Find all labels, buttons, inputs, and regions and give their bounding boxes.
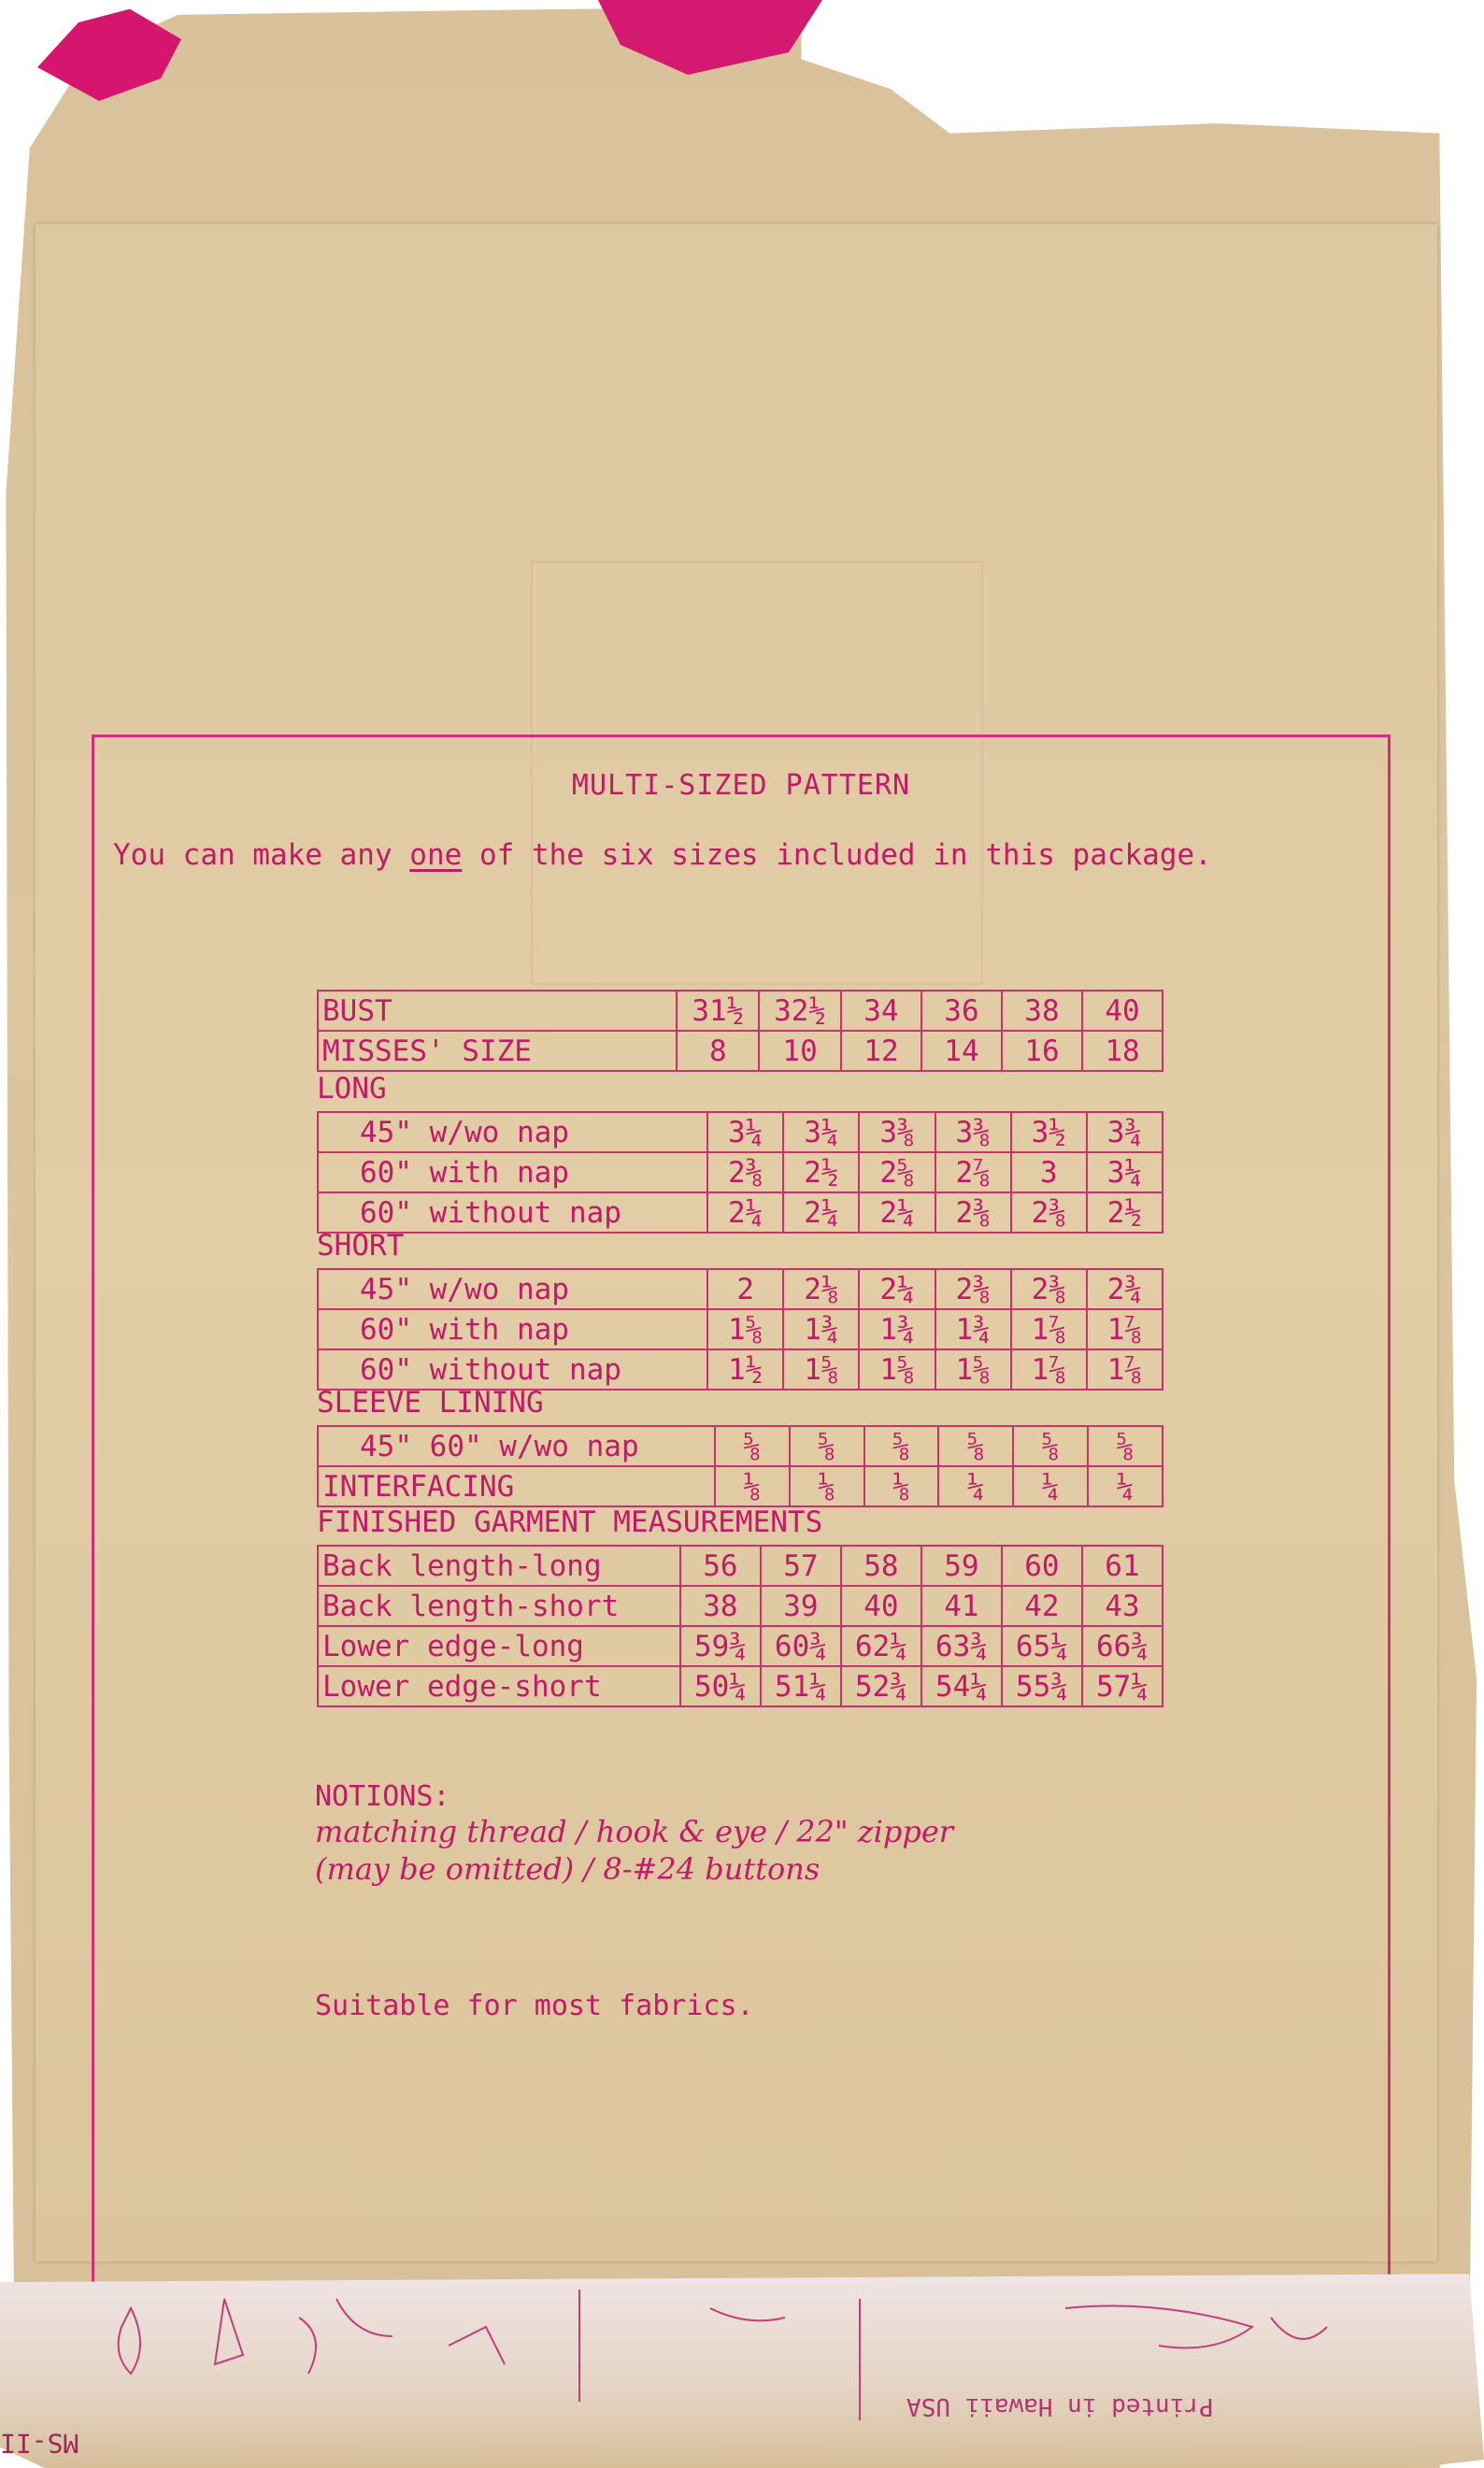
table-cell: 40 (841, 1586, 921, 1626)
table-cell: 63¾ (921, 1626, 1002, 1666)
table-cell: 12 (841, 1031, 921, 1071)
table-row (318, 1309, 1163, 1349)
table-cell: 2¼ (859, 1192, 935, 1233)
table-cell: 1¾ (783, 1309, 859, 1349)
notions-line-2: (may be omitted) / 8-#24 buttons (315, 1851, 820, 1887)
row-label: 60" without nap (318, 1349, 707, 1390)
table-cell: 62¼ (841, 1626, 921, 1666)
subtitle-after: of the six sizes included in this package. (478, 838, 1212, 872)
table-cell: 3½ (1011, 1112, 1087, 1152)
row-label: Lower edge-long (318, 1626, 680, 1666)
row-label: INTERFACING (318, 1466, 715, 1506)
table-cell: 14 (921, 1031, 1002, 1071)
pattern-title: MULTI-SIZED PATTERN (571, 769, 911, 802)
yardage-frame (92, 735, 1391, 2314)
finished-table (317, 1545, 1163, 1707)
table-cell: ⅝ (790, 1426, 864, 1466)
short-label: SHORT (317, 1229, 405, 1263)
table-cell: 60 (1002, 1546, 1082, 1586)
table-cell: 3⅜ (859, 1112, 935, 1152)
table-cell: 56 (680, 1546, 761, 1586)
table-cell: 66¾ (1082, 1626, 1163, 1666)
table-cell: 3¼ (707, 1112, 783, 1152)
printed-in-text: Printed in Hawaii USA (906, 2392, 1214, 2420)
table-cell: 16 (1002, 1031, 1082, 1071)
row-label: 45" w/wo nap (318, 1112, 707, 1152)
table-cell: 57 (761, 1546, 841, 1586)
table-cell: 2⅝ (859, 1152, 935, 1192)
row-label: 60" with nap (318, 1309, 707, 1349)
table-cell: 34 (841, 991, 921, 1031)
table-cell: 60¾ (761, 1626, 841, 1666)
table-row (318, 991, 1163, 1031)
table-cell: 38 (680, 1586, 761, 1626)
row-label: 60" with nap (318, 1152, 707, 1192)
table-cell: 42 (1002, 1586, 1082, 1626)
table-cell: ¼ (938, 1466, 1013, 1506)
table-cell: 2½ (783, 1152, 859, 1192)
table-cell: 43 (1082, 1586, 1163, 1626)
table-cell: ⅝ (864, 1426, 939, 1466)
finished-label: FINISHED GARMENT MEASUREMENTS (317, 1505, 823, 1539)
row-label: BUST (318, 991, 677, 1031)
table-cell: 1⅞ (1011, 1349, 1087, 1390)
table-cell: 1⅝ (707, 1309, 783, 1349)
table-cell: 1¾ (859, 1309, 935, 1349)
table-cell: 65¼ (1002, 1626, 1082, 1666)
row-label: Back length-long (318, 1546, 680, 1586)
table-cell: 3¾ (1087, 1112, 1163, 1152)
table-cell: 50¼ (680, 1666, 761, 1706)
table-cell: ¼ (1088, 1466, 1163, 1506)
table-cell: 1¾ (935, 1309, 1011, 1349)
garment-sketches (56, 2280, 1439, 2430)
table-cell: 40 (1082, 991, 1163, 1031)
table-cell: 52¾ (841, 1666, 921, 1706)
row-label: Back length-short (318, 1586, 680, 1626)
pattern-code: MS-II (0, 2428, 79, 2459)
table-cell: 3¼ (1087, 1152, 1163, 1192)
table-row (318, 1466, 1163, 1506)
table-row (318, 1626, 1163, 1666)
table-cell: 1⅞ (1087, 1349, 1163, 1390)
table-cell: 31½ (677, 991, 759, 1031)
table-cell: 2⅛ (783, 1269, 859, 1309)
table-cell: ⅝ (715, 1426, 790, 1466)
table-cell: 1⅞ (1011, 1309, 1087, 1349)
table-cell: 38 (1002, 991, 1082, 1031)
subtitle-before: You can make any (113, 838, 392, 872)
table-row (318, 1666, 1163, 1706)
table-row (318, 1031, 1163, 1071)
table-row (318, 1112, 1163, 1152)
table-cell: ⅝ (938, 1426, 1013, 1466)
table-cell: 2½ (1087, 1192, 1163, 1233)
table-cell: 1⅞ (1087, 1309, 1163, 1349)
row-label: MISSES' SIZE (318, 1031, 677, 1071)
sleeve-lining-table (317, 1425, 1163, 1507)
table-cell: 32½ (759, 991, 841, 1031)
table-cell: 10 (759, 1031, 841, 1071)
fabric-suitability: Suitable for most fabrics. (315, 1990, 754, 2022)
table-cell: ⅛ (790, 1466, 864, 1506)
long-table (317, 1111, 1163, 1234)
table-cell: 1⅝ (859, 1349, 935, 1390)
table-cell: 3 (1011, 1152, 1087, 1192)
row-label: 45" w/wo nap (318, 1269, 707, 1309)
table-row (318, 1152, 1163, 1192)
table-cell: 57¼ (1082, 1666, 1163, 1706)
table-cell: 1½ (707, 1349, 783, 1390)
table-cell: 59 (921, 1546, 1002, 1586)
table-cell: 2¼ (707, 1192, 783, 1233)
table-cell: 2¼ (859, 1269, 935, 1309)
table-cell: 1⅝ (783, 1349, 859, 1390)
row-label: 60" without nap (318, 1192, 707, 1233)
table-cell: 2¼ (783, 1192, 859, 1233)
table-cell: 51¼ (761, 1666, 841, 1706)
table-cell: 2⅜ (1011, 1192, 1087, 1233)
table-cell: 2¾ (1087, 1269, 1163, 1309)
notions-block (315, 1780, 953, 1888)
table-row (318, 1586, 1163, 1626)
short-table (317, 1268, 1163, 1391)
table-cell: 8 (677, 1031, 759, 1071)
table-cell: 2⅜ (1011, 1269, 1087, 1309)
table-cell: 58 (841, 1546, 921, 1586)
table-cell: ⅝ (1088, 1426, 1163, 1466)
table-cell: 18 (1082, 1031, 1163, 1071)
table-cell: 61 (1082, 1546, 1163, 1586)
table-cell: ⅝ (1013, 1426, 1088, 1466)
table-row (318, 1192, 1163, 1233)
table-cell: ¼ (1013, 1466, 1088, 1506)
table-cell: 41 (921, 1586, 1002, 1626)
table-cell: 3¼ (783, 1112, 859, 1152)
table-row (318, 1426, 1163, 1466)
subtitle-emphasis: one (409, 838, 463, 872)
table-row (318, 1269, 1163, 1309)
table-cell: 2⅜ (935, 1192, 1011, 1233)
table-cell: 2 (707, 1269, 783, 1309)
table-cell: 39 (761, 1586, 841, 1626)
pattern-subtitle (113, 838, 1212, 872)
table-cell: 54¼ (921, 1666, 1002, 1706)
table-row (318, 1349, 1163, 1390)
table-cell: ⅛ (715, 1466, 790, 1506)
table-cell: ⅛ (864, 1466, 939, 1506)
table-cell: 59¾ (680, 1626, 761, 1666)
sleeve-lining-label: SLEEVE LINING (317, 1386, 544, 1419)
table-cell: 2⅜ (935, 1269, 1011, 1309)
table-cell: 3⅜ (935, 1112, 1011, 1152)
long-label: LONG (317, 1072, 387, 1106)
table-cell: 2⅞ (935, 1152, 1011, 1192)
table-cell: 1⅝ (935, 1349, 1011, 1390)
size-table (317, 990, 1163, 1072)
table-cell: 2⅜ (707, 1152, 783, 1192)
table-cell: 36 (921, 991, 1002, 1031)
table-row (318, 1546, 1163, 1586)
table-cell: 55¾ (1002, 1666, 1082, 1706)
notions-line-1: matching thread / hook & eye / 22" zipper (315, 1814, 954, 1849)
notions-heading: NOTIONS: (315, 1780, 450, 1813)
row-label: 45" 60" w/wo nap (318, 1426, 715, 1466)
row-label: Lower edge-short (318, 1666, 680, 1706)
